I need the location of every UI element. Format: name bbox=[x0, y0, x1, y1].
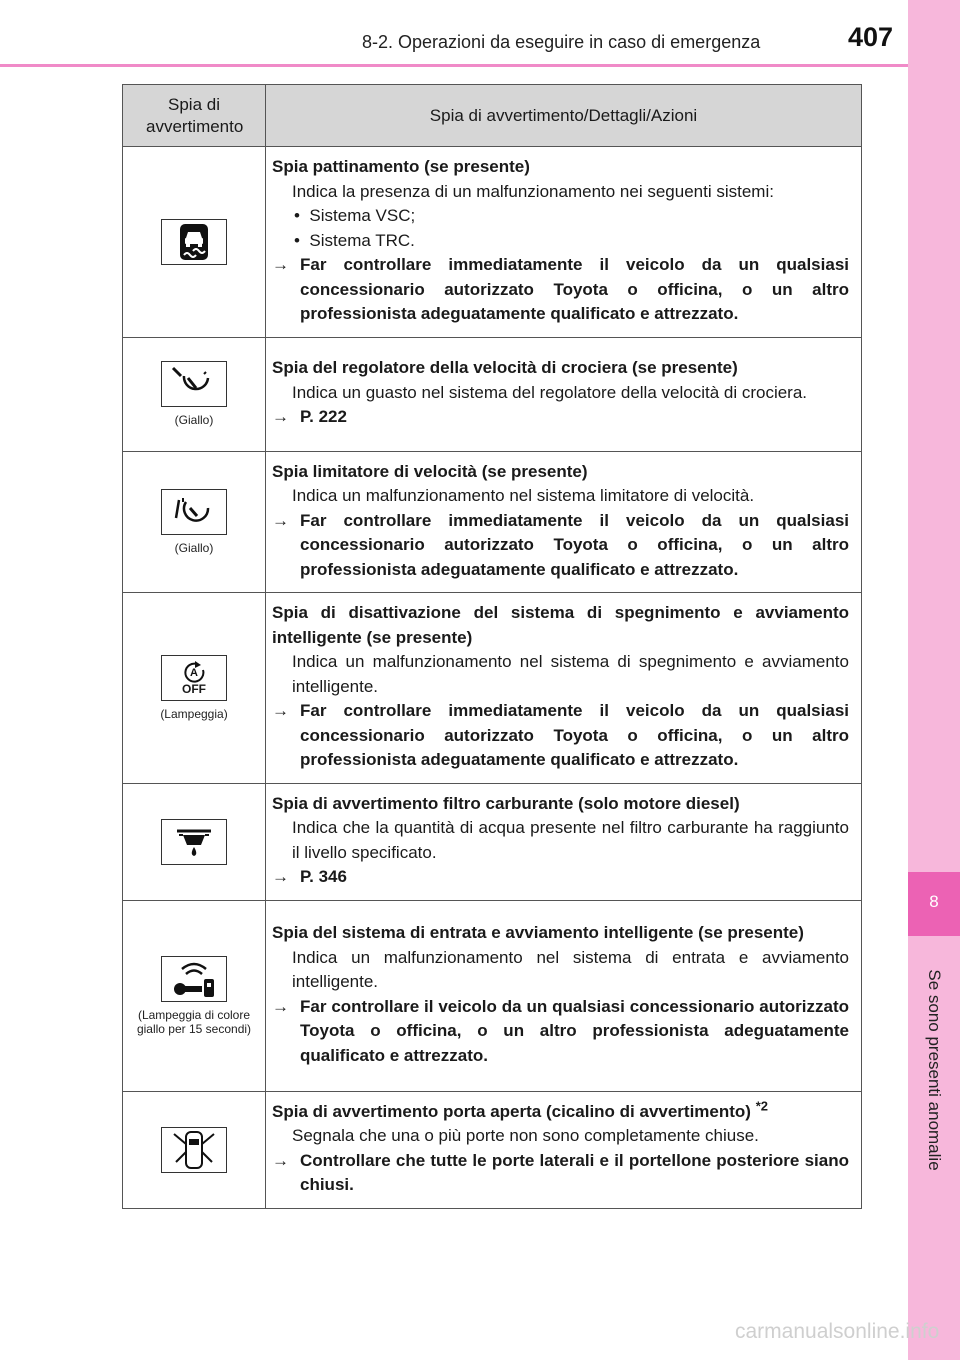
warning-title: Spia del regolatore della velocità di crociera (se presente) bbox=[272, 358, 738, 378]
description-cell bbox=[266, 593, 862, 784]
stop-start-off-icon: A OFF bbox=[161, 655, 227, 701]
page-number: 407 bbox=[848, 22, 894, 52]
warning-description: Indica un guasto nel sistema del regolatore della velocità di crociera. bbox=[292, 382, 808, 402]
arrow-icon: → bbox=[272, 867, 289, 886]
page-reference: → P. 222 bbox=[272, 405, 849, 430]
icon-cell bbox=[123, 337, 266, 451]
table-row bbox=[123, 593, 862, 784]
chapter-title: Se sono presenti anomalie bbox=[925, 969, 944, 1171]
warning-lights-table bbox=[122, 84, 862, 1209]
col-header-light: Spia di avvertimento bbox=[123, 85, 266, 147]
warning-description: Indica un malfunzionamento nel sistema di spegnimento e avviamento intelligente. bbox=[292, 652, 849, 696]
slip-indicator-icon bbox=[161, 219, 227, 265]
arrow-icon: → bbox=[272, 1150, 289, 1170]
arrow-icon: → bbox=[272, 996, 289, 1016]
arrow-icon: → bbox=[272, 701, 289, 720]
action-instruction: → Far controllare il veicolo da un qualsiasi concessionario autorizzato Toyota o officina, o un altro professionista adeguatamente qualificato e attrezzato. bbox=[272, 995, 849, 1069]
warning-title: Spia limitatore di velocità (se presente) bbox=[272, 461, 588, 481]
description-cell bbox=[266, 900, 862, 1091]
arrow-icon: → bbox=[272, 407, 289, 427]
svg-text:A: A bbox=[190, 666, 198, 679]
table-row bbox=[123, 783, 862, 900]
col-header-details: Spia di avvertimento/Dettagli/Azioni bbox=[266, 85, 862, 147]
warning-description: Indica la presenza di un malfunzionamento nei seguenti sistemi: bbox=[292, 181, 774, 201]
warning-title: Spia pattinamento (se presente) bbox=[272, 157, 530, 176]
icon-color-note: (Lampeggia) bbox=[160, 706, 228, 721]
table-row bbox=[123, 147, 862, 338]
header-divider bbox=[0, 64, 908, 67]
icon-cell bbox=[123, 1091, 266, 1208]
warning-description: Indica un malfunzionamento nel sistema di entrata e avviamento intelligente. bbox=[292, 947, 849, 991]
cruise-control-icon bbox=[161, 361, 227, 407]
action-instruction: → Controllare che tutte le porte laterali e il portellone posteriore siano chiusi. bbox=[272, 1149, 849, 1198]
icon-color-note: (Giallo) bbox=[174, 413, 214, 427]
table-row bbox=[123, 900, 862, 1091]
section-title: 8-2. Operazioni da eseguire in caso di emergenza bbox=[362, 32, 761, 52]
smart-entry-icon bbox=[161, 956, 227, 1002]
icon-cell bbox=[123, 900, 266, 1091]
description-cell bbox=[266, 1091, 862, 1208]
page-reference: → P. 346 bbox=[272, 865, 849, 890]
icon-cell bbox=[123, 593, 266, 784]
description-cell bbox=[266, 783, 862, 900]
table-header-row bbox=[123, 85, 862, 147]
icon-color-note: (Lampeggia di colore giallo per 15 secondi) bbox=[136, 1007, 252, 1036]
icon-color-note: (Giallo) bbox=[174, 540, 214, 555]
speed-limiter-icon bbox=[161, 489, 227, 535]
action-instruction: → Far controllare immediatamente il veicolo da un qualsiasi concessionario autorizzato Toyota o officina, o un altro professionista adeguatamente qualificato e attrezzato. bbox=[272, 509, 849, 583]
watermark: carmanualsonline.info bbox=[735, 1320, 940, 1343]
action-instruction: → Far controllare immediatamente il veicolo da un qualsiasi concessionario autorizzato Toyota o officina, o un altro professionista adeguatamente qualificato e attrezzato. bbox=[272, 699, 849, 773]
icon-cell bbox=[123, 783, 266, 900]
warning-title: Spia del sistema di entrata e avviamento intelligente (se presente) bbox=[272, 923, 804, 942]
warning-description: Indica un malfunzionamento nel sistema limitatore di velocità. bbox=[292, 486, 755, 505]
description-cell bbox=[266, 337, 862, 451]
warning-title: Spia di avvertimento filtro carburante (solo motore diesel) bbox=[272, 793, 740, 813]
fuel-filter-icon bbox=[161, 819, 227, 865]
table-row bbox=[123, 337, 862, 451]
footnote-mark: *2 bbox=[755, 1097, 768, 1113]
warning-description: Segnala che una o più porte non sono completamente chiuse. bbox=[292, 1126, 759, 1145]
warning-title: Spia di avvertimento porta aperta (cicalino di avvertimento) $^{*2}$ bbox=[272, 1097, 768, 1121]
arrow-icon: → bbox=[272, 255, 289, 274]
door-open-icon bbox=[161, 1127, 227, 1173]
bullet-item: • Sistema VSC; bbox=[294, 206, 416, 225]
description-cell bbox=[266, 451, 862, 593]
warning-description: Indica che la quantità di acqua presente nel filtro carburante ha raggiunto il livello specificato. bbox=[292, 818, 849, 862]
warning-title: Spia di disattivazione del sistema di spegnimento e avviamento intelligente (se presente) bbox=[272, 603, 849, 647]
action-instruction: → Far controllare immediatamente il veicolo da un qualsiasi concessionario autorizzato Toyota o officina, o un altro professionista adeguatamente qualificato e attrezzato. bbox=[272, 253, 849, 327]
icon-cell bbox=[123, 451, 266, 593]
arrow-icon: → bbox=[272, 510, 289, 530]
table-row bbox=[123, 1091, 862, 1208]
icon-cell bbox=[123, 147, 266, 338]
chapter-number: 8 bbox=[929, 892, 939, 911]
bullet-item: • Sistema TRC. bbox=[294, 230, 415, 250]
table-row bbox=[123, 451, 862, 593]
description-cell bbox=[266, 147, 862, 338]
